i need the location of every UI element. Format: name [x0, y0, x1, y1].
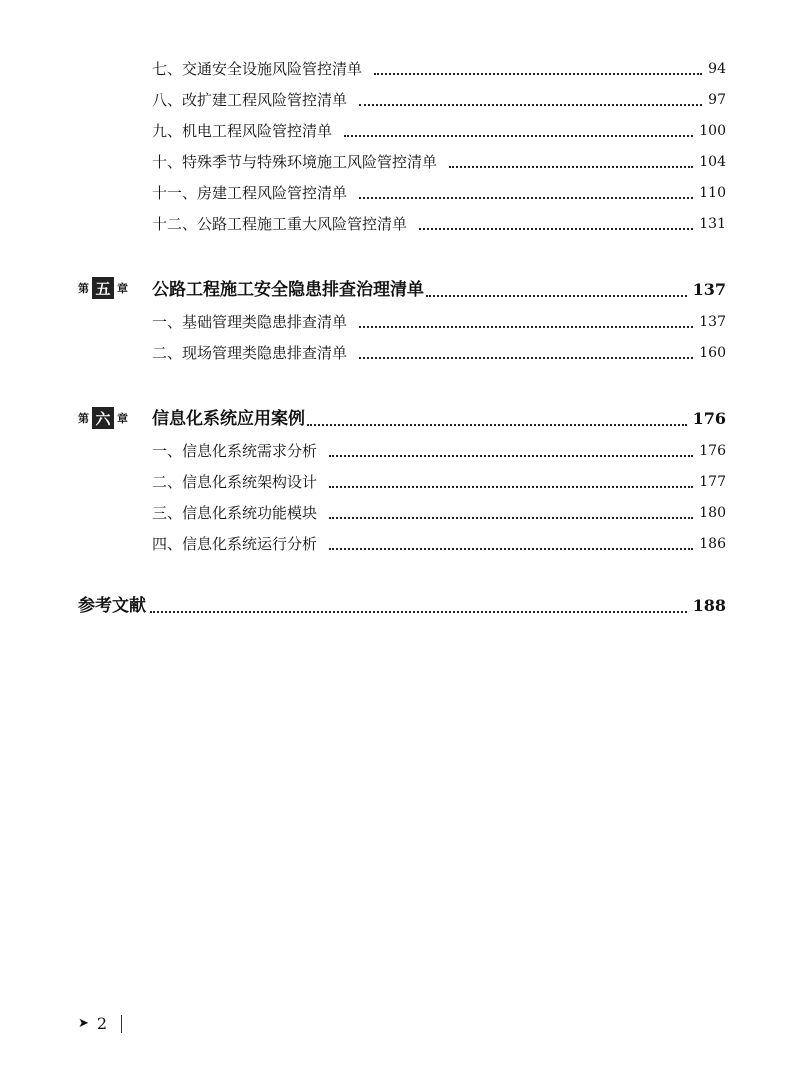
- chapter-prefix: 第: [78, 412, 89, 425]
- dot-leader: [344, 135, 693, 137]
- chapter-page: 176: [692, 409, 726, 428]
- toc-entry[interactable]: [152, 473, 726, 491]
- toc-entry[interactable]: [152, 313, 726, 331]
- toc-entry-page: 94: [708, 61, 726, 77]
- toc-entry-page: 180: [699, 505, 726, 521]
- dot-leader: [307, 424, 687, 426]
- chapter-title: 信息化系统应用案例: [152, 409, 305, 429]
- toc-entry-title: 二、信息化系统架构设计: [152, 473, 318, 491]
- toc-entry-title: 七、交通安全设施风险管控清单: [152, 60, 363, 78]
- dot-leader: [426, 295, 687, 297]
- dot-leader: [329, 517, 693, 519]
- toc-entry-title: 十、特殊季节与特殊环境施工风险管控清单: [152, 153, 438, 171]
- dot-leader: [449, 166, 693, 168]
- page-footer: [78, 1014, 122, 1033]
- toc-entry-title: 八、改扩建工程风险管控清单: [152, 91, 348, 109]
- footer-divider: [121, 1015, 122, 1033]
- toc-entry-page: 186: [699, 536, 726, 552]
- toc-entry-page: 97: [708, 92, 726, 108]
- toc-entry[interactable]: [152, 60, 726, 78]
- toc-entry-page: 104: [699, 154, 726, 170]
- dot-leader: [329, 548, 693, 550]
- dot-leader: [329, 486, 693, 488]
- dot-leader: [359, 357, 693, 359]
- toc-entry[interactable]: [152, 504, 726, 522]
- toc-entry-title: 十二、公路工程施工重大风险管控清单: [152, 215, 408, 233]
- chapter-suffix: 章: [117, 412, 128, 425]
- arrow-icon: ➤: [78, 1016, 89, 1031]
- references-title: 参考文献: [78, 596, 146, 616]
- toc-entry[interactable]: [152, 442, 726, 460]
- dot-leader: [329, 455, 693, 457]
- toc-entry[interactable]: [152, 91, 726, 109]
- chapter-marker: [78, 407, 128, 429]
- toc-entry-page: 177: [699, 474, 726, 490]
- chapter-suffix: 章: [117, 282, 128, 295]
- toc-entry-title: 四、信息化系统运行分析: [152, 535, 318, 553]
- toc-entry[interactable]: [152, 344, 726, 362]
- dot-leader: [419, 228, 693, 230]
- chapter-heading[interactable]: [152, 409, 726, 429]
- toc-entry-title: 九、机电工程风险管控清单: [152, 122, 333, 140]
- toc-entry-title: 一、基础管理类隐患排查清单: [152, 313, 348, 331]
- toc-entry-page: 137: [699, 314, 726, 330]
- toc-entry-title: 十一、房建工程风险管控清单: [152, 184, 348, 202]
- toc-entry[interactable]: [152, 122, 726, 140]
- toc-entry-title: 一、信息化系统需求分析: [152, 442, 318, 460]
- toc-entry[interactable]: [152, 184, 726, 202]
- dot-leader: [150, 611, 687, 613]
- toc-entry-title: 三、信息化系统功能模块: [152, 504, 318, 522]
- toc-entry-page: 110: [699, 185, 726, 201]
- chapter-marker: [78, 277, 128, 299]
- references-page: 188: [692, 596, 726, 615]
- chapter-title: 公路工程施工安全隐患排查治理清单: [152, 280, 424, 300]
- dot-leader: [374, 73, 702, 75]
- toc-entry-title: 二、现场管理类隐患排查清单: [152, 344, 348, 362]
- toc-entry-page: 160: [699, 345, 726, 361]
- references-entry[interactable]: [78, 596, 726, 616]
- chapter-number-box: 六: [92, 407, 114, 429]
- toc-entry[interactable]: [152, 535, 726, 553]
- chapter-prefix: 第: [78, 282, 89, 295]
- toc-entry-page: 176: [699, 443, 726, 459]
- toc-entry[interactable]: [152, 153, 726, 171]
- page-number: 2: [96, 1014, 108, 1033]
- dot-leader: [359, 197, 693, 199]
- toc-entry[interactable]: [152, 215, 726, 233]
- chapter-page: 137: [692, 280, 726, 299]
- dot-leader: [359, 326, 693, 328]
- chapter-number-box: 五: [92, 277, 114, 299]
- toc-entry-page: 100: [699, 123, 726, 139]
- dot-leader: [359, 104, 702, 106]
- toc-entry-page: 131: [699, 216, 726, 232]
- chapter-heading[interactable]: [152, 280, 726, 300]
